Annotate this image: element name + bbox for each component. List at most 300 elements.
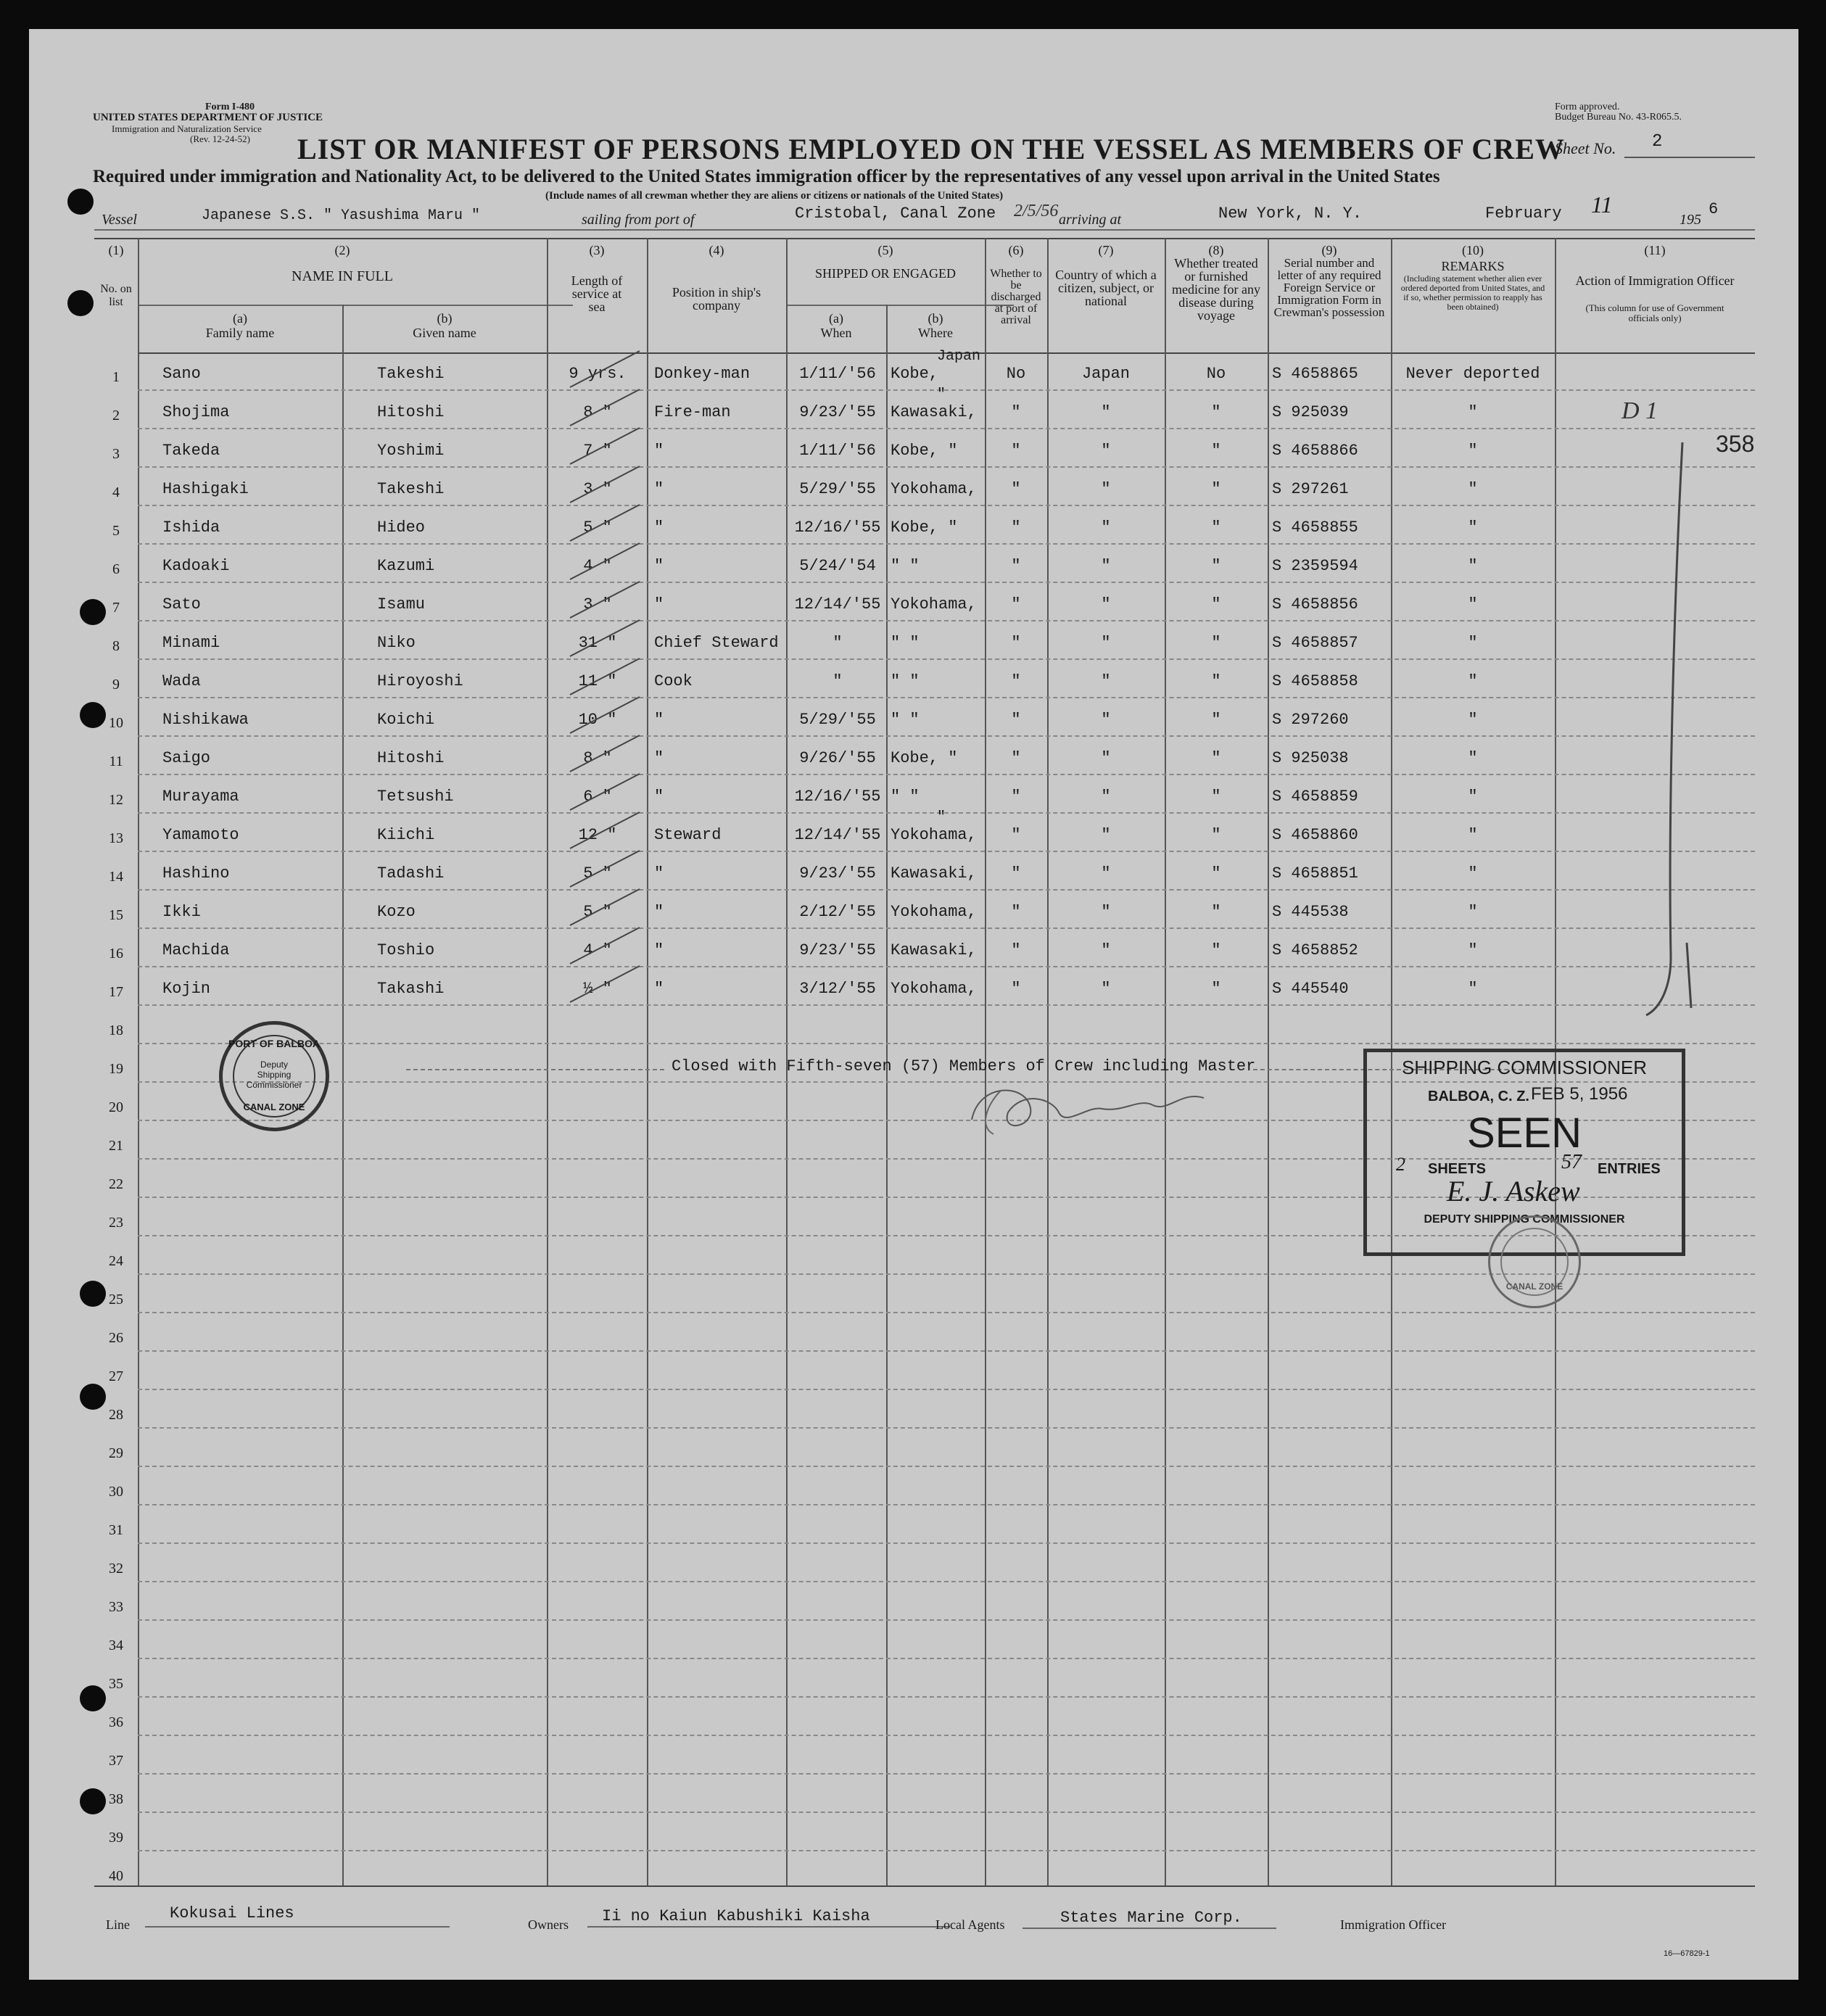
bracket-mark	[1624, 435, 1711, 1059]
row-number: 37	[109, 1753, 123, 1769]
col2b-header: Given name	[413, 326, 476, 340]
medicine: "	[1211, 557, 1221, 575]
family-name: Kojin	[162, 980, 211, 998]
sheet-no-label: Sheet No.	[1555, 139, 1616, 157]
col5a-number: (a)	[829, 311, 843, 326]
vessel-label: Vessel	[102, 212, 137, 228]
serial-number: S 925039	[1272, 403, 1349, 421]
table-row	[29, 929, 1798, 967]
medicine: "	[1211, 672, 1221, 690]
position: "	[654, 442, 664, 460]
arriving-at: New York, N. Y.	[1218, 205, 1363, 223]
tally-mark	[567, 848, 647, 891]
service-length: 4 "	[583, 941, 612, 959]
stamp-signature: E. J. Askew	[1447, 1175, 1580, 1207]
form-revision: (Rev. 12-24-52)	[190, 133, 250, 144]
position: Donkey-man	[654, 365, 751, 383]
row-number: 25	[109, 1292, 123, 1307]
col5a-header: When	[820, 326, 852, 340]
given-name: Takeshi	[377, 480, 445, 498]
stamp-place: BALBOA, C. Z.	[1428, 1088, 1529, 1104]
service-length: 12 "	[578, 826, 617, 844]
discharged: "	[1011, 788, 1021, 806]
position: "	[654, 711, 664, 729]
row-number: 29	[109, 1445, 123, 1461]
discharged: "	[1011, 557, 1021, 575]
given-name: Kazumi	[377, 557, 435, 575]
shipped-where: Kobe, "	[891, 749, 958, 767]
row-number: 12	[109, 792, 123, 808]
row-number: 4	[112, 484, 120, 500]
row-number: 21	[109, 1138, 123, 1154]
medicine: "	[1211, 480, 1221, 498]
discharged: "	[1011, 634, 1021, 652]
col8-header: Whether treated or furnished medicine for any disease during voyage	[1172, 256, 1260, 323]
tally-mark	[567, 617, 647, 661]
row-number: 10	[109, 715, 123, 731]
shipped-where: Yokohama,	[891, 903, 977, 921]
arriving-label: arriving at	[1059, 212, 1122, 228]
table-row	[29, 1582, 1798, 1621]
col2-header: NAME IN FULL	[292, 268, 393, 284]
table-row	[29, 1851, 1798, 1890]
service-length: 11 "	[578, 672, 617, 690]
row-number: 19	[109, 1061, 123, 1077]
position: "	[654, 980, 664, 998]
remarks: "	[1468, 403, 1478, 421]
row-number: 35	[109, 1676, 123, 1692]
remarks: "	[1468, 788, 1478, 806]
given-name: Hiroyoshi	[377, 672, 463, 690]
discharged: No	[1006, 365, 1026, 383]
table-row	[29, 1775, 1798, 1813]
col2a-number: (a)	[233, 311, 247, 326]
service-length: 5 "	[583, 864, 612, 883]
discharged: "	[1011, 903, 1021, 921]
shipped-when: "	[833, 634, 843, 652]
row-number: 30	[109, 1484, 123, 1500]
tally-mark	[567, 425, 647, 468]
table-row	[29, 775, 1798, 814]
budget-bureau: Budget Bureau No. 43-R065.5.	[1555, 112, 1682, 123]
remarks: "	[1468, 826, 1478, 844]
country: "	[1101, 403, 1111, 421]
col6-number: (6)	[1008, 243, 1024, 257]
country: "	[1101, 941, 1111, 959]
given-name: Toshio	[377, 941, 435, 959]
table-row	[29, 468, 1798, 506]
table-row	[29, 1813, 1798, 1851]
table-row	[29, 698, 1798, 737]
position: "	[654, 519, 664, 537]
country: "	[1101, 788, 1111, 806]
year-prefix: 195	[1680, 212, 1701, 228]
position: Fire-man	[654, 403, 731, 421]
serial-number: S 445540	[1272, 980, 1349, 998]
discharged: "	[1011, 480, 1021, 498]
tally-mark	[567, 771, 647, 814]
col3-header: Length of service at sea	[571, 273, 623, 314]
crew-note: (Include names of all crewman whether they are aliens or citizens or nationals of the United States)	[545, 190, 1004, 202]
shipped-where: " "	[891, 711, 920, 729]
remarks: "	[1468, 864, 1478, 883]
table-row	[29, 1313, 1798, 1352]
port-seal-bottom: CANAL ZONE	[243, 1102, 305, 1112]
col5-header: SHIPPED OR ENGAGED	[814, 266, 956, 281]
stamp-sheets-count: 2	[1396, 1154, 1405, 1175]
position: Chief Steward	[654, 634, 779, 652]
tally-mark	[567, 963, 647, 1007]
position: "	[654, 480, 664, 498]
table-row	[29, 1467, 1798, 1505]
col2a-header: Family name	[205, 326, 275, 340]
serial-number: S 297261	[1272, 480, 1349, 498]
row-number: 26	[109, 1330, 123, 1346]
table-row	[29, 506, 1798, 545]
service-length: ½ "	[583, 980, 612, 998]
row-number: 3	[112, 446, 120, 462]
row-number: 31	[109, 1522, 123, 1538]
table-row	[29, 891, 1798, 929]
col4-header: Position in ship's company	[672, 285, 761, 313]
medicine: "	[1211, 634, 1221, 652]
country: "	[1101, 864, 1111, 883]
remarks: Never deported	[1405, 365, 1540, 383]
family-name: Ikki	[162, 903, 201, 921]
row-number: 38	[109, 1791, 123, 1807]
serial-number: S 4658860	[1272, 826, 1358, 844]
table-row	[29, 1544, 1798, 1582]
year-suffix: 6	[1709, 200, 1719, 218]
family-name: Minami	[162, 634, 220, 652]
col7-header: Country of which a citizen, subject, or national	[1055, 268, 1157, 308]
remarks: "	[1468, 442, 1478, 460]
vessel-name: Japanese S.S. " Yasushima Maru "	[202, 207, 481, 224]
family-name: Hashigaki	[162, 480, 249, 498]
shipped-where-note: "	[937, 387, 946, 403]
row-number: 28	[109, 1407, 123, 1423]
small-seal	[1488, 1215, 1581, 1308]
col10-header: REMARKS	[1441, 259, 1505, 273]
row-number: 18	[109, 1023, 123, 1038]
col9-number: (9)	[1321, 243, 1337, 257]
manifest-sheet	[29, 29, 1798, 1980]
remarks: "	[1468, 557, 1478, 575]
line-value: Kokusai Lines	[170, 1904, 294, 1922]
position: "	[654, 941, 664, 959]
remarks: "	[1468, 480, 1478, 498]
remarks: "	[1468, 941, 1478, 959]
shipped-where: Kobe,	[891, 365, 939, 383]
service-length: 8 "	[583, 403, 612, 421]
position: Cook	[654, 672, 693, 690]
col2-number: (2)	[334, 243, 350, 257]
shipped-where: Kawasaki,	[891, 864, 977, 883]
tally-mark	[567, 925, 647, 968]
row-number: 1	[112, 369, 120, 385]
position: "	[654, 749, 664, 767]
serial-number: S 4658865	[1272, 365, 1358, 383]
service-length: 5 "	[583, 903, 612, 921]
table-row	[29, 1621, 1798, 1659]
given-name: Takashi	[377, 980, 445, 998]
shipped-when: 5/24/'54	[799, 557, 876, 575]
given-name: Yoshimi	[377, 442, 445, 460]
closing-line: Closed with Fifth-seven (57) Members of Crew including Master	[672, 1057, 1256, 1075]
row-number: 5	[112, 523, 120, 539]
given-name: Hitoshi	[377, 749, 445, 767]
service-length: 3 "	[583, 480, 612, 498]
shipped-when: 5/29/'55	[799, 480, 876, 498]
serial-number: S 2359594	[1272, 557, 1358, 575]
small-seal-bottom: CANAL ZONE	[1505, 1281, 1563, 1292]
table-row	[29, 852, 1798, 891]
agency-line1: UNITED STATES DEPARTMENT OF JUSTICE	[93, 112, 323, 123]
country: "	[1101, 711, 1111, 729]
row-number: 14	[109, 869, 123, 885]
col5-number: (5)	[877, 243, 893, 257]
family-name: Takeda	[162, 442, 220, 460]
col1-number: (1)	[108, 243, 124, 257]
discharged: "	[1011, 980, 1021, 998]
serial-number: S 4658855	[1272, 519, 1358, 537]
col2b-number: (b)	[437, 311, 453, 326]
row-number: 34	[109, 1637, 123, 1653]
port-seal-m2: Shipping	[257, 1070, 292, 1080]
col4-number: (4)	[708, 243, 724, 257]
action-number: 358	[1716, 431, 1755, 457]
row-number: 24	[109, 1253, 123, 1269]
col11-number: (11)	[1644, 243, 1666, 257]
medicine: "	[1211, 826, 1221, 844]
table-row	[29, 1352, 1798, 1390]
col3-number: (3)	[589, 243, 605, 257]
col5b-number: (b)	[928, 311, 943, 326]
family-name: Yamamoto	[162, 826, 239, 844]
country: "	[1101, 557, 1111, 575]
shipped-when: 1/11/'56	[799, 442, 876, 460]
serial-number: S 4658866	[1272, 442, 1358, 460]
discharged: "	[1011, 442, 1021, 460]
medicine: "	[1211, 442, 1221, 460]
table-row	[29, 583, 1798, 621]
shipped-when: "	[833, 672, 843, 690]
tally-mark	[567, 502, 647, 545]
discharged: "	[1011, 826, 1021, 844]
punch-hole	[67, 290, 94, 316]
discharged: "	[1011, 864, 1021, 883]
remarks: "	[1468, 749, 1478, 767]
service-length: 31 "	[578, 634, 617, 652]
shipped-where: Kobe, "	[891, 519, 958, 537]
serial-number: S 4658859	[1272, 788, 1358, 806]
position: "	[654, 788, 664, 806]
position: Steward	[654, 826, 722, 844]
handwritten-date: 2/5/56	[1014, 202, 1059, 220]
family-name: Wada	[162, 672, 201, 690]
table-row	[29, 1390, 1798, 1429]
col11-header: Action of Immigration Officer	[1575, 273, 1735, 288]
discharged: "	[1011, 595, 1021, 614]
col11-note: (This column for use of Government officials only)	[1585, 302, 1724, 323]
given-name: Hideo	[377, 519, 426, 537]
shipped-where: Yokohama,	[891, 480, 977, 498]
country: "	[1101, 980, 1111, 998]
family-name: Sano	[162, 365, 201, 383]
shipped-where: Yokohama,	[891, 595, 977, 614]
form-approval: Form approved.	[1555, 102, 1620, 112]
row-number: 40	[109, 1868, 123, 1884]
shipped-when: 9/23/'55	[799, 864, 876, 883]
serial-number: S 4658856	[1272, 595, 1358, 614]
given-name: Tetsushi	[377, 788, 454, 806]
table-row	[29, 737, 1798, 775]
row-number: 32	[109, 1561, 123, 1577]
shipped-where: " "	[891, 672, 920, 690]
agents-label: Local Agents	[935, 1917, 1005, 1932]
discharged: "	[1011, 941, 1021, 959]
given-name: Koichi	[377, 711, 435, 729]
given-name: Takeshi	[377, 365, 445, 383]
family-name: Ishida	[162, 519, 220, 537]
row-number: 33	[109, 1599, 123, 1615]
table-row	[29, 1698, 1798, 1736]
serial-number: S 297260	[1272, 711, 1349, 729]
shipped-when: 12/16/'55	[794, 519, 881, 537]
sailing-label: sailing from port of	[582, 212, 695, 228]
page-title: LIST OR MANIFEST OF PERSONS EMPLOYED ON THE VESSEL AS MEMBERS OF CREW	[297, 133, 1565, 165]
row-number: 13	[109, 830, 123, 846]
tally-mark	[567, 463, 647, 507]
row-number: 2	[112, 408, 120, 424]
port-seal-m1: Deputy	[260, 1059, 289, 1070]
family-name: Murayama	[162, 788, 239, 806]
table-row	[29, 429, 1798, 468]
discharged: "	[1011, 519, 1021, 537]
medicine: "	[1211, 980, 1221, 998]
shipped-when: 9/23/'55	[799, 941, 876, 959]
discharged: "	[1011, 403, 1021, 421]
stamp-entries-count: 57	[1561, 1151, 1582, 1173]
tally-mark	[567, 540, 647, 584]
row-number: 11	[109, 753, 123, 769]
serial-number: S 4658851	[1272, 864, 1358, 883]
medicine: No	[1206, 365, 1226, 383]
service-length: 6 "	[583, 788, 612, 806]
tally-mark	[567, 732, 647, 776]
family-name: Nishikawa	[162, 711, 249, 729]
medicine: "	[1211, 749, 1221, 767]
row-number: 22	[109, 1176, 123, 1192]
tally-mark	[567, 348, 647, 392]
country: "	[1101, 519, 1111, 537]
family-name: Saigo	[162, 749, 211, 767]
family-name: Machida	[162, 941, 230, 959]
table-row	[29, 1505, 1798, 1544]
shipped-when: 1/11/'56	[799, 365, 876, 383]
col8-number: (8)	[1208, 243, 1224, 257]
shipped-where-note: "	[937, 809, 946, 826]
action-mark: D 1	[1621, 397, 1658, 424]
service-length: 4 "	[583, 557, 612, 575]
stamp-header: SHIPPING COMMISSIONER	[1401, 1057, 1648, 1078]
remarks: "	[1468, 519, 1478, 537]
country: "	[1101, 442, 1111, 460]
owners-label: Owners	[528, 1917, 569, 1932]
row-number: 15	[109, 907, 123, 923]
form-number: Form I-480	[205, 102, 255, 112]
punch-hole	[67, 189, 94, 215]
tally-mark	[567, 579, 647, 622]
family-name: Kadoaki	[162, 557, 230, 575]
medicine: "	[1211, 788, 1221, 806]
medicine: "	[1211, 519, 1221, 537]
row-number: 8	[112, 638, 120, 654]
table-row	[29, 1659, 1798, 1698]
shipped-when: 12/14/'55	[794, 595, 881, 614]
shipped-where: Kobe, "	[891, 442, 958, 460]
remarks: "	[1468, 672, 1478, 690]
row-number: 20	[109, 1099, 123, 1115]
row-number: 36	[109, 1714, 123, 1730]
line-label: Line	[106, 1917, 130, 1932]
medicine: "	[1211, 903, 1221, 921]
medicine: "	[1211, 403, 1221, 421]
table-row	[29, 545, 1798, 583]
country: Japan	[1081, 365, 1130, 383]
discharged: "	[1011, 711, 1021, 729]
row-number: 39	[109, 1830, 123, 1846]
stamp-date: FEB 5, 1956	[1531, 1084, 1628, 1104]
given-name: Tadashi	[377, 864, 445, 883]
given-name: Kozo	[377, 903, 416, 921]
country: "	[1101, 826, 1111, 844]
col10-number: (10)	[1462, 243, 1484, 257]
serial-number: S 925038	[1272, 749, 1349, 767]
table-row	[29, 809, 1798, 852]
given-name: Niko	[377, 634, 416, 652]
serial-number: S 4658858	[1272, 672, 1358, 690]
owners-value: Ii no Kaiun Kabushiki Kaisha	[602, 1907, 870, 1925]
agency-line2: Immigration and Naturalization Service	[112, 123, 262, 134]
position: "	[654, 557, 664, 575]
table-row	[29, 1736, 1798, 1775]
signature-scrawl	[957, 1076, 1233, 1141]
table-row	[29, 660, 1798, 698]
row-number: 23	[109, 1215, 123, 1231]
col10-note: (Including statement whether alien ever ordered deported from United States, and if so, whether permission to reapply has been obtained)	[1400, 273, 1545, 312]
tally-mark	[567, 694, 647, 738]
print-code: 16—67829-1	[1664, 1949, 1710, 1958]
medicine: "	[1211, 864, 1221, 883]
position: "	[654, 864, 664, 883]
sheet-no: 2	[1652, 132, 1663, 152]
country: "	[1101, 595, 1111, 614]
family-name: Shojima	[162, 403, 230, 421]
table-row	[29, 387, 1798, 429]
table-row	[29, 1429, 1798, 1467]
shipped-where: Kawasaki,	[891, 403, 977, 421]
immigration-officer-label: Immigration Officer	[1340, 1917, 1447, 1932]
medicine: "	[1211, 711, 1221, 729]
row-number: 6	[112, 561, 120, 577]
sailing-from: Cristobal, Canal Zone	[795, 205, 996, 223]
stamp-footer: DEPUTY SHIPPING COMMISSIONER	[1424, 1213, 1625, 1226]
remarks: "	[1468, 903, 1478, 921]
service-length: 10 "	[578, 711, 617, 729]
service-length: 9 yrs.	[569, 365, 627, 383]
discharged: "	[1011, 749, 1021, 767]
